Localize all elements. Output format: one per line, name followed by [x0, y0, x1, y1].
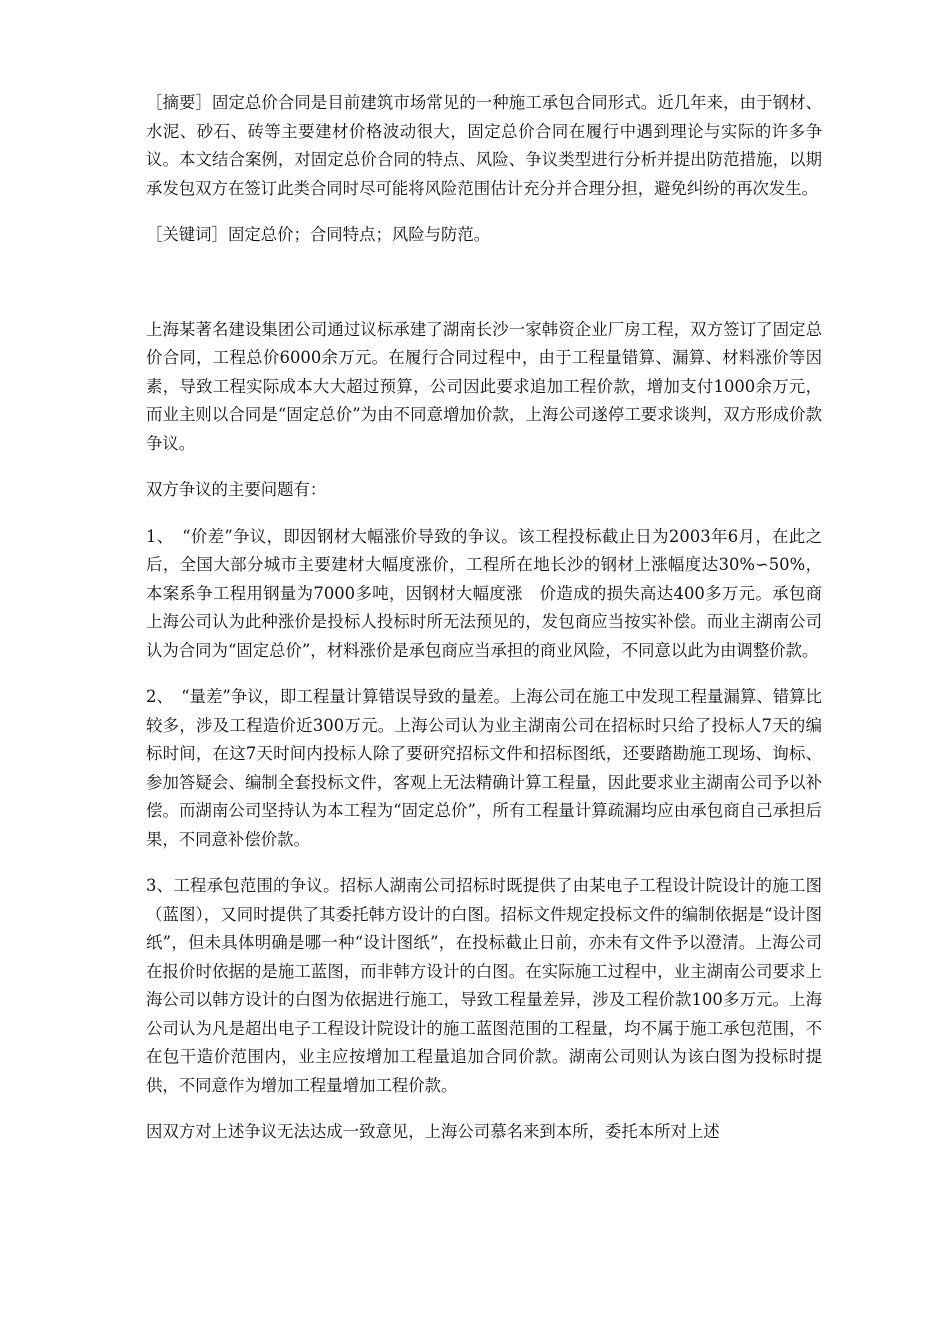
paragraph-gap	[146, 505, 822, 523]
issue-1-paragraph: 1、 “价差”争议，即因钢材大幅涨价导致的争议。该工程投标截止日为2003年6月，在此之后，全国大部分城市主要建材大幅度涨价，工程所在地长沙的钢材上涨幅度达30%∽50%，本案系争工程用钢量为7000多吨，因钢材大幅度涨 价造成的损失高达400多万元。承包商上海公司认为此种涨价是投标人投标时所无法预见的，发包商应当按实补偿。而业主湖南公司认为合同为“固定总价”，材料涨价是承包商应当承担的商业风险，不同意以此为由调整价款。	[146, 526, 822, 660]
section-gap	[146, 250, 822, 316]
issue-3-paragraph: 3、工程承包范围的争议。招标人湖南公司招标时既提供了由某电子工程设计院设计的施工图（蓝图），又同时提供了其委托韩方设计的白图。招标文件规定投标文件的编制依据是“设计图纸”，但未具体明确是哪一种“设计图纸”，在投标截止日前，亦未有文件予以澄清。上海公司在报价时依据的是施工蓝图，而非韩方设计的白图。在实际施工过程中，业主湖南公司要求上海公司以韩方设计的白图为依据进行施工，导致工程量差异，涉及工程价款100多万元。上海公司认为凡是超出电子工程设计院设计的施工蓝图范围的工程量，均不属于施工承包范围，不在包干造价范围内，业主应按增加工程量追加合同价款。湖南公司则认为该白图为投标时提供，不同意作为增加工程量增加工程价款。	[146, 876, 822, 1095]
paragraph-gap	[146, 1100, 822, 1118]
case-intro-paragraph: 上海某著名建设集团公司通过议标承建了湖南长沙一家韩资企业厂房工程，双方签订了固定总价合同，工程总价6000余万元。在履行合同过程中，由于工程量错算、漏算、材料涨价等因素，导致工程实际成本大大超过预算，公司因此要求追加工程价款，增加支付1000余万元，而业主则以合同是“固定总价”为由不同意增加价款，上海公司遂停工要求谈判，双方形成价款争议。	[146, 319, 822, 453]
issues-heading: 双方争议的主要问题有：	[146, 480, 327, 499]
paragraph-gap	[146, 458, 822, 476]
document-page	[146, 89, 822, 1147]
issue-2-paragraph: 2、 “量差”争议，即工程量计算错误导致的量差。上海公司在施工中发现工程量漏算、错算比较多，涉及工程造价近300万元。上海公司认为业主湖南公司在招标时只给了投标人7天的编标时间，在这7天时间内投标人除了要研究招标文件和招标图纸，还要踏勘施工现场、询标、参加答疑会、编制全套投标文件，客观上无法精确计算工程量，因此要求业主湖南公司予以补偿。而湖南公司坚持认为本工程为“固定总价”，所有工程量计算疏漏均应由承包商自己承担后果，不同意补偿价款。	[146, 687, 822, 849]
paragraph-gap	[146, 203, 822, 221]
conclusion-paragraph: 因双方对上述争议无法达成一致意见，上海公司慕名来到本所，委托本所对上述	[146, 1122, 720, 1141]
abstract-paragraph: ［摘要］固定总价合同是目前建筑市场常见的一种施工承包合同形式。近几年来，由于钢材、水泥、砂石、砖等主要建材价格波动很大，固定总价合同在履行中遇到理论与实际的许多争议。本文结合案例，对固定总价合同的特点、风险、争议类型进行分析并提出防范措施，以期承发包双方在签订此类合同时尽可能将风险范围估计充分并合理分担，避免纠纷的再次发生。	[146, 93, 822, 198]
paragraph-gap	[146, 665, 822, 683]
paragraph-gap	[146, 854, 822, 872]
keywords-paragraph: ［关键词］固定总价；合同特点；风险与防范。	[146, 225, 491, 244]
